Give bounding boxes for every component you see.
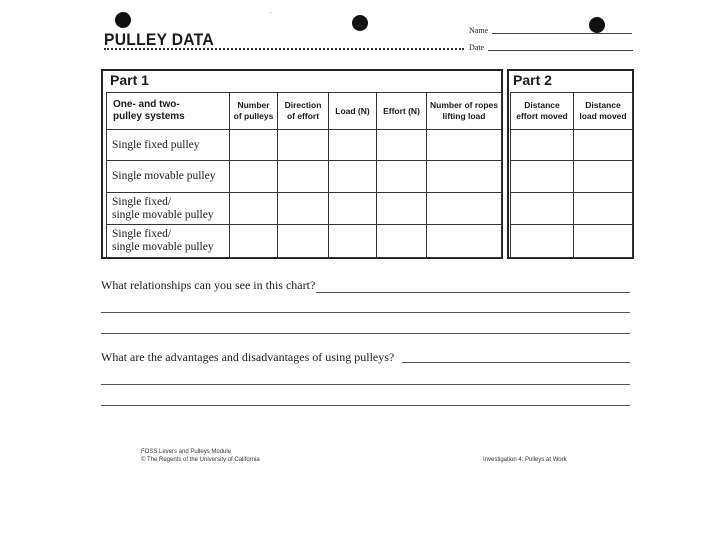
data-cell[interactable] <box>278 161 329 193</box>
col-header-ropes-lifting-load: Number of ropes lifting load <box>427 93 502 130</box>
part2-table <box>510 92 633 258</box>
col-header-distance-load-moved: Distance load moved <box>574 93 633 130</box>
data-cell[interactable] <box>427 225 502 258</box>
table-row <box>107 130 502 161</box>
table-row <box>511 193 633 225</box>
data-cell[interactable] <box>574 130 633 161</box>
table-row <box>107 225 502 258</box>
col-header-distance-effort-moved: Distance effort moved <box>511 93 574 130</box>
answer-line[interactable] <box>316 280 630 293</box>
data-cell[interactable] <box>230 225 278 258</box>
data-cell[interactable] <box>377 161 427 193</box>
date-label: Date <box>469 43 485 52</box>
data-cell[interactable] <box>230 193 278 225</box>
answer-line[interactable] <box>101 300 630 313</box>
row-label: Single movable pulley <box>107 161 230 193</box>
data-cell[interactable] <box>329 161 377 193</box>
part1-heading: Part 1 <box>110 72 149 88</box>
col-header-number-of-pulleys: Number of pulleys <box>230 93 278 130</box>
data-cell[interactable] <box>230 130 278 161</box>
answer-line[interactable] <box>101 393 630 406</box>
table-row <box>107 193 502 225</box>
question-relationships: What relationships can you see in this chart? <box>101 278 316 292</box>
part1-table <box>106 92 502 258</box>
answer-line[interactable] <box>101 372 630 385</box>
footer-right: Investigation 4: Pulleys at Work <box>483 457 567 463</box>
data-cell[interactable] <box>574 225 633 258</box>
data-cell[interactable] <box>329 130 377 161</box>
part2-heading: Part 2 <box>513 72 552 88</box>
row-label: Single fixed/ single movable pulley <box>107 193 230 225</box>
col-header-direction-of-effort: Direction of effort <box>278 93 329 130</box>
data-cell[interactable] <box>574 161 633 193</box>
data-cell[interactable] <box>278 193 329 225</box>
question-advantages: What are the advantages and disadvantages of using pulleys? <box>101 350 395 364</box>
data-cell[interactable] <box>511 193 574 225</box>
data-cell[interactable] <box>511 161 574 193</box>
col-header-systems: One- and two- pulley systems <box>107 93 230 130</box>
footer-left <box>141 448 260 464</box>
data-cell[interactable] <box>278 130 329 161</box>
data-cell[interactable] <box>511 130 574 161</box>
data-cell[interactable] <box>329 193 377 225</box>
row-label: Single fixed/ single movable pulley <box>107 225 230 258</box>
stray-mark: · <box>270 10 272 16</box>
data-cell[interactable] <box>377 193 427 225</box>
footer-copyright: © The Regents of the University of California <box>141 457 260 463</box>
table-row <box>511 225 633 258</box>
table-row <box>107 161 502 193</box>
data-cell[interactable] <box>278 225 329 258</box>
date-field[interactable] <box>488 41 633 51</box>
row-label: Single fixed pulley <box>107 130 230 161</box>
binder-hole-center <box>352 15 368 31</box>
table-row <box>511 130 633 161</box>
data-cell[interactable] <box>377 130 427 161</box>
col-header-effort: Effort (N) <box>377 93 427 130</box>
binder-hole-left <box>115 12 131 28</box>
title-underline-dots <box>104 48 464 50</box>
answer-line[interactable] <box>101 321 630 334</box>
page-title: PULLEY DATA <box>104 30 214 49</box>
name-label: Name <box>469 26 489 35</box>
name-field[interactable] <box>492 24 632 34</box>
col-header-load: Load (N) <box>329 93 377 130</box>
table-row <box>511 161 633 193</box>
data-cell[interactable] <box>329 225 377 258</box>
data-cell[interactable] <box>230 161 278 193</box>
data-cell[interactable] <box>511 225 574 258</box>
data-cell[interactable] <box>377 225 427 258</box>
data-cell[interactable] <box>427 193 502 225</box>
data-cell[interactable] <box>427 130 502 161</box>
footer-module: FOSS Levers and Pulleys Module <box>141 449 232 455</box>
data-cell[interactable] <box>427 161 502 193</box>
data-cell[interactable] <box>574 193 633 225</box>
answer-line[interactable] <box>402 350 630 363</box>
